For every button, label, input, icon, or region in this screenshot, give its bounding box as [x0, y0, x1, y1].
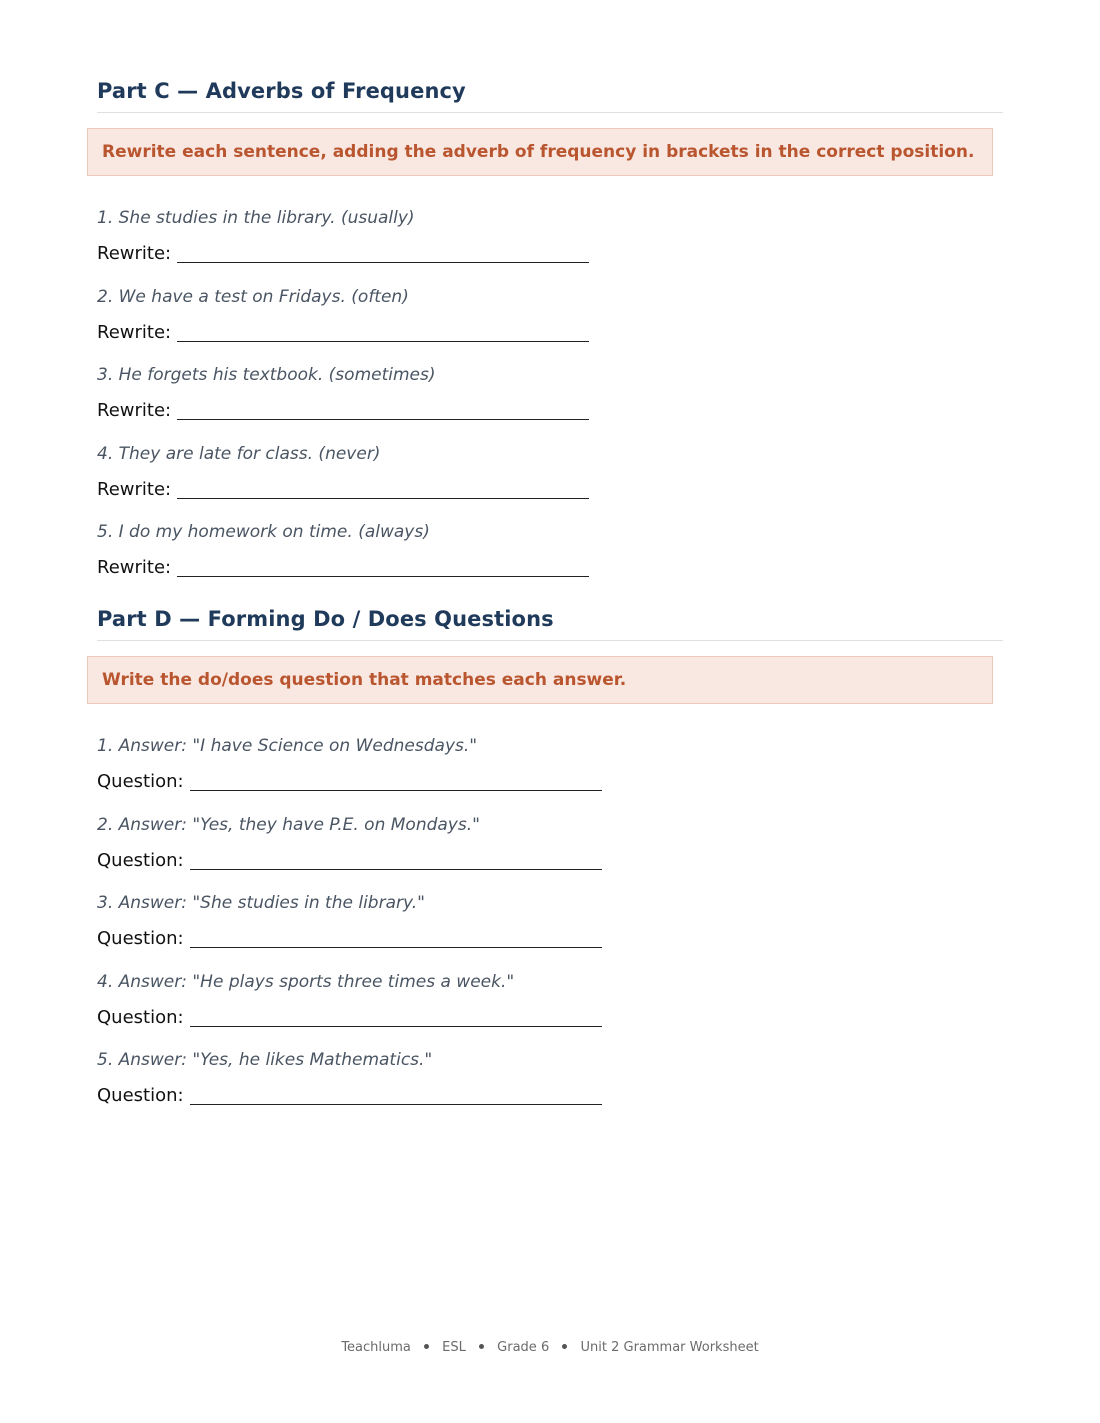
item-prompt: 1. Answer: "I have Science on Wednesdays." — [97, 736, 478, 756]
footer-title: Unit 2 Grammar Worksheet — [580, 1340, 759, 1355]
part-d-item — [97, 734, 1003, 813]
rewrite-answer-line — [97, 478, 1003, 502]
part-d-title: Part D — Forming Do / Does Questions — [97, 606, 1003, 641]
answer-blank[interactable] — [190, 1086, 602, 1105]
question-label: Question: — [97, 771, 184, 792]
rewrite-answer-line — [97, 556, 1003, 580]
part-c-section — [97, 78, 1003, 599]
part-d-items — [97, 734, 1003, 1127]
part-d-item — [97, 1048, 1003, 1127]
footer-publisher: Teachluma — [341, 1340, 411, 1355]
question-answer-line — [97, 927, 1003, 951]
item-prompt: 5. Answer: "Yes, he likes Mathematics." — [97, 1050, 433, 1070]
rewrite-answer-line — [97, 399, 1003, 423]
item-prompt: 2. Answer: "Yes, they have P.E. on Mondays." — [97, 814, 480, 835]
rewrite-label: Rewrite: — [97, 243, 172, 264]
answer-blank[interactable] — [190, 772, 602, 791]
item-prompt: 4. They are late for class. (never) — [97, 443, 381, 464]
answer-blank[interactable] — [190, 851, 602, 870]
part-c-item — [97, 206, 1003, 285]
footer-grade: Grade 6 — [497, 1340, 550, 1355]
part-c-item — [97, 520, 1003, 599]
question-label: Question: — [97, 1085, 184, 1106]
part-d-item — [97, 970, 1003, 1049]
part-d-item — [97, 891, 1003, 970]
rewrite-answer-line — [97, 242, 1003, 266]
part-d-instruction: Write the do/does question that matches each answer. — [87, 656, 993, 704]
question-label: Question: — [97, 928, 184, 949]
rewrite-label: Rewrite: — [97, 557, 172, 578]
item-prompt: 3. He forgets his textbook. (sometimes) — [97, 365, 436, 385]
answer-blank[interactable] — [190, 929, 602, 948]
rewrite-answer-line — [97, 321, 1003, 345]
question-answer-line — [97, 849, 1003, 873]
answer-blank[interactable] — [177, 480, 589, 499]
part-d-section — [97, 606, 1003, 1127]
answer-blank[interactable] — [190, 1008, 602, 1027]
answer-blank[interactable] — [177, 323, 589, 342]
bullet-separator-icon — [479, 1344, 484, 1349]
item-prompt: 1. She studies in the library. (usually) — [97, 208, 415, 228]
bullet-separator-icon — [424, 1344, 429, 1349]
answer-blank[interactable] — [177, 558, 589, 577]
part-c-instruction: Rewrite each sentence, adding the adverb of frequency in brackets in the correct position. — [87, 128, 993, 176]
bullet-separator-icon — [562, 1344, 567, 1349]
question-label: Question: — [97, 1006, 184, 1028]
page-footer — [0, 1339, 1100, 1357]
item-prompt: 3. Answer: "She studies in the library." — [97, 893, 425, 913]
part-c-item — [97, 363, 1003, 442]
item-prompt: 2. We have a test on Fridays. (often) — [97, 286, 409, 307]
item-prompt: 4. Answer: "He plays sports three times a week." — [97, 971, 515, 992]
question-answer-line — [97, 770, 1003, 794]
question-answer-line — [97, 1084, 1003, 1108]
part-c-items — [97, 206, 1003, 599]
answer-blank[interactable] — [177, 401, 589, 420]
question-answer-line — [97, 1006, 1003, 1030]
item-prompt: 5. I do my homework on time. (always) — [97, 522, 430, 542]
part-c-title: Part C — Adverbs of Frequency — [97, 78, 1003, 113]
footer-subject: ESL — [442, 1340, 466, 1355]
question-label: Question: — [97, 849, 184, 871]
answer-blank[interactable] — [177, 244, 589, 263]
rewrite-label: Rewrite: — [97, 478, 172, 500]
part-d-item — [97, 813, 1003, 892]
rewrite-label: Rewrite: — [97, 321, 172, 343]
rewrite-label: Rewrite: — [97, 400, 172, 421]
part-c-item — [97, 285, 1003, 364]
part-c-item — [97, 442, 1003, 521]
